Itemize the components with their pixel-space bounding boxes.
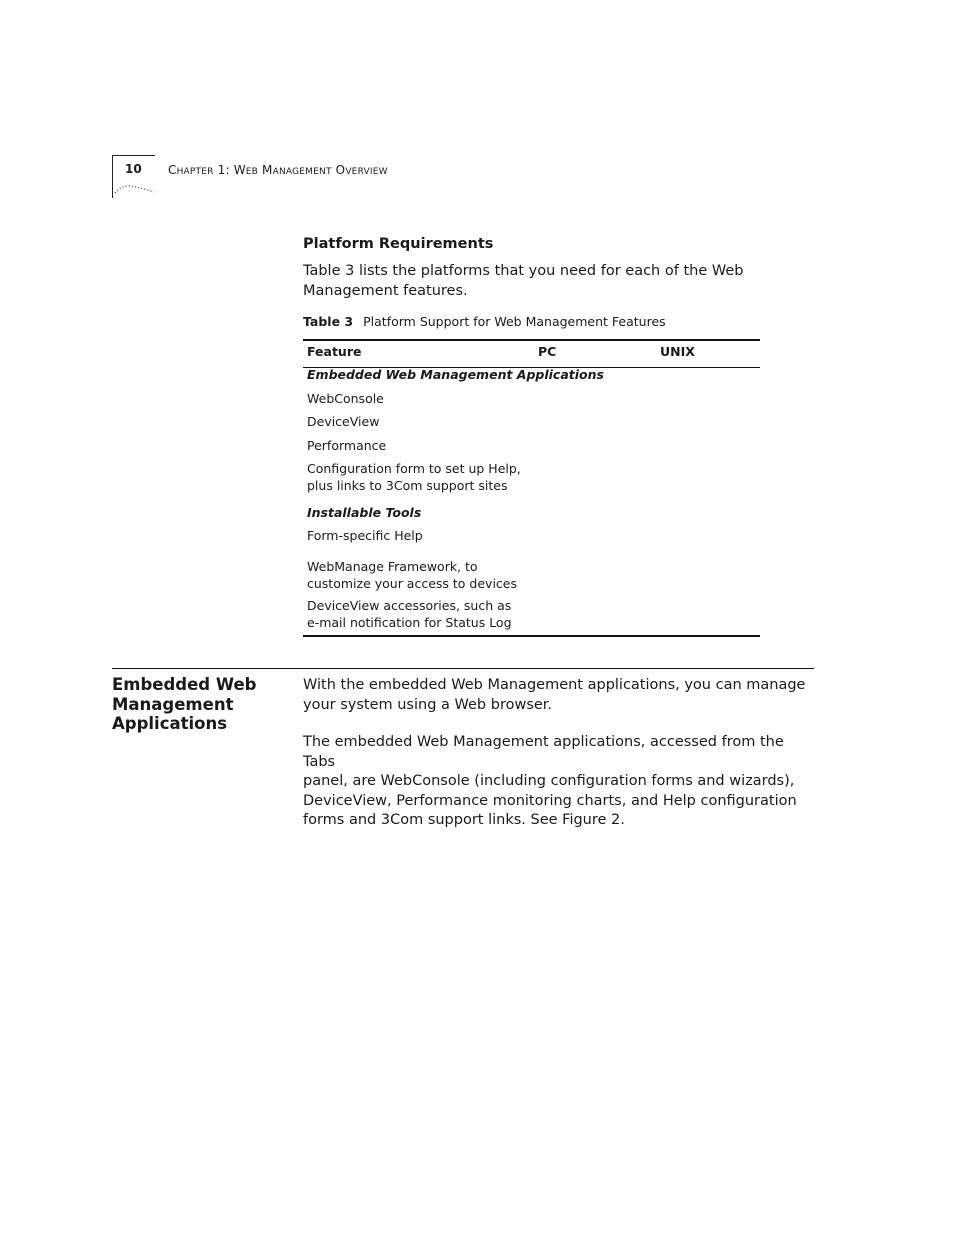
table-row: WebManage Framework, to customize your access to devices [307, 559, 517, 591]
section-divider [112, 668, 814, 669]
column-header-pc: PC [538, 344, 557, 359]
embedded-paragraph-1: With the embedded Web Management applications, you can manage your system using a Web browser. [303, 677, 806, 713]
table-caption: Table 3 Platform Support for Web Management Features [303, 314, 666, 329]
embedded-paragraph-2: The embedded Web Management applications, accessed from the Tabs panel, are WebConsole (including configuration forms and wizards), DeviceView, Performance monitoring charts, and Help configuration forms and 3Com support links. See Figure 2. [303, 734, 797, 828]
table-group-heading: Installable Tools [307, 505, 422, 520]
column-header-unix: UNIX [660, 344, 695, 359]
table-row: DeviceView [307, 414, 380, 429]
table-row: Performance [307, 438, 387, 453]
table-row: Form-specific Help [307, 528, 423, 543]
table-row: WebConsole [307, 391, 384, 406]
platform-requirements-heading: Platform Requirements [303, 236, 494, 252]
embedded-section-heading: Embedded Web Management Applications [112, 675, 257, 733]
table-bottom-rule [303, 635, 760, 637]
chapter-title: CHAPTER 1: WEB MANAGEMENT OVERVIEW [168, 163, 388, 177]
table-group-heading: Embedded Web Management Applications [307, 367, 604, 382]
page-number: 10 [125, 162, 142, 176]
table-row: Configuration form to set up Help, plus links to 3Com support sites [307, 461, 521, 493]
table-top-rule [303, 339, 760, 341]
dotted-ornament-icon [114, 183, 156, 195]
platform-intro: Table 3 lists the platforms that you need for each of the Web Management features. [303, 263, 744, 299]
column-header-feature: Feature [307, 344, 362, 359]
table-row: DeviceView accessories, such as e-mail notification for Status Log [307, 598, 512, 630]
